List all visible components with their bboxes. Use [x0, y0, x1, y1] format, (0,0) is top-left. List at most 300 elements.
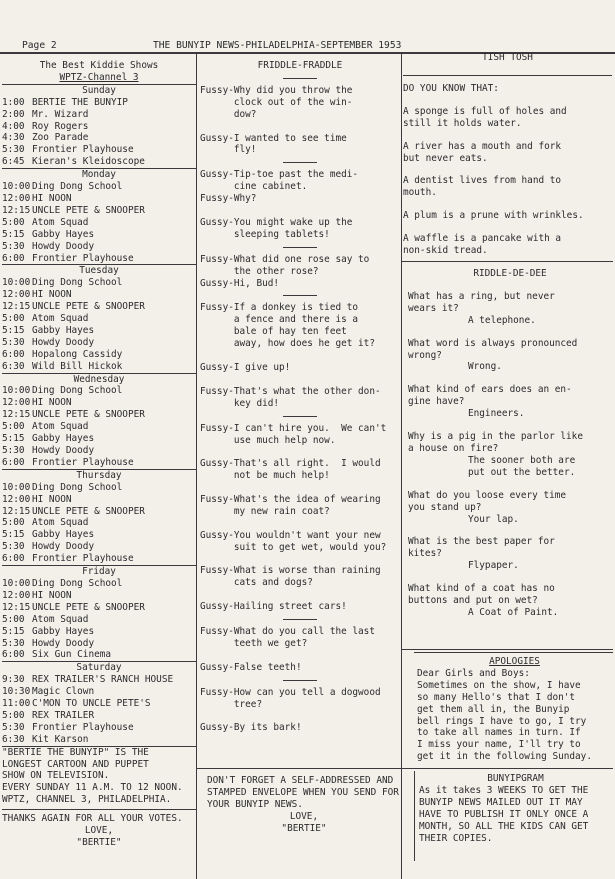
joke-line: suit to get wet, would you?	[200, 541, 387, 553]
show-time: 10:00	[2, 577, 31, 589]
thanks-text: THANKS AGAIN FOR ALL YOUR VOTES.	[2, 813, 183, 825]
show-name: Howdy Doody	[32, 637, 95, 649]
joke-block	[200, 169, 400, 240]
column-divider-right	[401, 52, 402, 879]
apology-line: get it in the following Sunday.	[417, 751, 592, 763]
show-name: HI NOON	[32, 493, 72, 505]
note-line: LONGEST CARTOON AND PUPPET	[2, 758, 149, 770]
show-time: 5:15	[2, 324, 25, 336]
joke-block	[200, 687, 400, 735]
schedule-row	[2, 229, 196, 241]
show-time: 12:15	[2, 409, 31, 421]
schedule-row	[2, 649, 196, 661]
apology-line: bell rings I have to go, I try	[417, 715, 587, 727]
joke-line: Fussy-Why did you throw the	[200, 84, 353, 96]
apologies-title: APOLOGIES	[489, 656, 540, 667]
reminder-line: DON'T FORGET A SELF-ADDRESSED AND	[207, 775, 394, 786]
show-time: 5:00	[2, 613, 25, 625]
show-name: Hopalong Cassidy	[32, 348, 123, 360]
friddle-fraddle	[200, 60, 400, 734]
schedule-row	[2, 325, 196, 337]
fact-item	[403, 210, 612, 222]
show-time: 12:00	[2, 589, 31, 601]
show-name: BERTIE THE BUNYIP	[32, 96, 128, 108]
joke-line: cats and dogs?	[200, 577, 313, 589]
show-time: 1:00	[2, 96, 25, 108]
gram-line: HAVE TO PUBLISH IT ONLY ONCE A	[419, 808, 589, 820]
schedule-row	[2, 541, 196, 553]
joke-divider	[283, 619, 317, 620]
show-name: Gabby Hayes	[32, 433, 95, 445]
show-time: 5:15	[2, 433, 25, 445]
joke-line	[200, 589, 400, 601]
schedule-days	[2, 84, 196, 746]
joke-block	[200, 626, 400, 674]
riddle-item	[408, 583, 612, 619]
joke-block	[200, 254, 400, 290]
joke-line: Fussy-How can you tell a dogwood	[200, 686, 381, 698]
page-number: Page 2	[22, 40, 57, 51]
show-name: UNCLE PETE & SNOOPER	[32, 601, 145, 613]
show-name: UNCLE PETE & SNOOPER	[32, 204, 145, 216]
joke-line: tree?	[200, 698, 263, 710]
riddle-answer: A Coat of Paint.	[468, 606, 559, 618]
show-name: UNCLE PETE & SNOOPER	[32, 409, 145, 421]
fact-line: A river has a mouth and fork	[403, 140, 562, 152]
joke-line: the other rose?	[200, 265, 319, 277]
masthead: THE BUNYIP NEWS-PHILADELPHIA-SEPTEMBER 1953	[153, 40, 402, 51]
joke-line: dow?	[200, 108, 257, 120]
riddle-rule	[402, 261, 613, 262]
day-heading: Saturday	[2, 661, 196, 674]
joke-line: Gussy-Hailing street cars!	[200, 601, 347, 613]
bunyipgram-title: BUNYIPGRAM	[487, 773, 544, 784]
show-time: 4:30	[2, 132, 25, 144]
show-time: 5:30	[2, 336, 25, 348]
schedule-row	[2, 529, 196, 541]
show-time: 9:30	[2, 674, 25, 686]
joke-line: Gussy-You wouldn't want your new	[200, 529, 381, 541]
riddle-answer: Wrong.	[468, 361, 502, 373]
show-time: 5:15	[2, 228, 25, 240]
schedule-row	[2, 144, 196, 156]
schedule-row	[2, 409, 196, 421]
show-name: Six Gun Cinema	[32, 649, 112, 661]
show-time: 5:30	[2, 144, 25, 156]
joke-line: Gussy-Tip-toe past the medi-	[200, 169, 359, 181]
show-name: Howdy Doody	[32, 240, 95, 252]
reminder-line: YOUR BUNYIP NEWS.	[207, 798, 303, 810]
riddle-item	[408, 291, 612, 327]
riddle-answer: put out the better.	[468, 466, 576, 478]
apology-line: so many Hello's that I don't	[417, 691, 576, 703]
joke-line	[200, 518, 400, 530]
joke-line: Gussy-That's all right. I would	[200, 458, 381, 470]
schedule-row	[2, 97, 196, 109]
joke-line: Gussy-You might wake up the	[200, 216, 353, 228]
joke-line: Fussy-What do you call the last	[200, 626, 375, 638]
show-time: 5:30	[2, 637, 25, 649]
riddle-question: wrong?	[408, 349, 442, 361]
joke-line: Fussy-Why?	[200, 193, 257, 205]
joke-line: Gussy-By its bark!	[200, 722, 302, 734]
fact-line: A waffle is a pancake with a	[403, 233, 562, 245]
signature: "BERTIE"	[76, 837, 122, 848]
show-name: Gabby Hayes	[32, 324, 95, 336]
show-name: Ding Dong School	[32, 385, 123, 397]
joke-block	[200, 85, 400, 156]
tish-intro: DO YOU KNOW THAT:	[403, 82, 499, 94]
riddle-answer: Flypaper.	[468, 560, 519, 572]
show-name: Kit Karson	[32, 733, 89, 745]
show-name: Frontier Playhouse	[32, 721, 134, 733]
joke-line: Gussy-I give up!	[200, 361, 291, 373]
riddle-answer: Your lap.	[468, 513, 519, 525]
joke-divider	[283, 78, 317, 79]
show-name: Gabby Hayes	[32, 625, 95, 637]
show-time: 5:00	[2, 709, 25, 721]
show-name: Mr. Wizard	[32, 108, 89, 120]
schedule-row	[2, 457, 196, 469]
show-time: 12:00	[2, 289, 31, 301]
show-time: 10:00	[2, 181, 31, 193]
schedule-row	[2, 590, 196, 602]
schedule-row	[2, 710, 196, 722]
riddle-question: What word is always pronounced	[408, 337, 578, 349]
fact-item	[403, 175, 612, 199]
schedule-row	[2, 217, 196, 229]
joke-line: Fussy-That's what the other don-	[200, 385, 381, 397]
fact-line: still it holds water.	[403, 117, 522, 129]
show-time: 6:00	[2, 456, 25, 468]
note-line: "BERTIE THE BUNYIP" IS THE	[2, 746, 149, 758]
joke-line	[200, 554, 400, 566]
reminder-signature: "BERTIE"	[281, 822, 327, 834]
show-name: REX TRAILER'S RANCH HOUSE	[32, 674, 174, 686]
show-time: 5:00	[2, 421, 25, 433]
tv-schedule	[2, 60, 196, 849]
riddle-answer: A telephone.	[468, 314, 536, 326]
riddle-question: What has a ring, but never	[408, 290, 555, 302]
bunyipgram	[419, 773, 612, 844]
schedule-row	[2, 698, 196, 710]
fact-line: A dentist lives from hand to	[403, 175, 562, 187]
show-name: HI NOON	[32, 289, 72, 301]
show-name: Atom Squad	[32, 421, 89, 433]
schedule-row	[2, 602, 196, 614]
tish-rule	[403, 75, 612, 76]
day-heading: Monday	[2, 168, 196, 181]
schedule-row	[2, 421, 196, 433]
joke-divider	[283, 416, 317, 417]
show-time: 12:15	[2, 601, 31, 613]
gram-line: MONTH, SO ALL THE KIDS CAN GET	[419, 820, 589, 832]
schedule-row	[2, 397, 196, 409]
schedule-row	[2, 722, 196, 734]
show-name: Howdy Doody	[32, 541, 95, 553]
riddle-question: wears it?	[408, 302, 459, 314]
riddles-list	[408, 291, 612, 619]
joke-line: my new rain coat?	[200, 505, 330, 517]
fact-item	[403, 106, 612, 130]
riddle-question: What kind of ears does an en-	[408, 384, 572, 396]
show-time: 5:00	[2, 216, 25, 228]
schedule-row	[2, 349, 196, 361]
reminder-love: LOVE,	[289, 810, 319, 822]
schedule-row	[2, 156, 196, 168]
tish-title: TISH TOSH	[482, 52, 533, 63]
joke-block	[200, 302, 400, 409]
joke-line: fly!	[200, 144, 257, 156]
joke-line: teeth we get?	[200, 637, 308, 649]
show-name: REX TRAILER	[32, 709, 95, 721]
riddle-question: Why is a pig in the parlor like	[408, 431, 583, 443]
joke-divider	[283, 162, 317, 163]
apology-line: to take all names in turn. If	[417, 727, 581, 739]
joke-line	[200, 710, 400, 722]
schedule-row	[2, 553, 196, 565]
show-name: C'MON TO UNCLE PETE'S	[32, 698, 151, 710]
riddle-question: What kind of a coat has no	[408, 583, 555, 595]
show-time: 12:00	[2, 493, 31, 505]
schedule-row	[2, 734, 196, 746]
show-name: Frontier Playhouse	[32, 252, 134, 264]
joke-line: Fussy-What's the idea of wearing	[200, 494, 381, 505]
show-time: 6:30	[2, 360, 25, 372]
fact-line: but never eats.	[403, 152, 488, 164]
show-name: UNCLE PETE & SNOOPER	[32, 301, 145, 313]
show-name: Frontier Playhouse	[32, 553, 134, 565]
riddle-item	[408, 384, 612, 420]
show-name: Atom Squad	[32, 313, 89, 325]
riddle-answer: Engineers.	[468, 408, 525, 420]
riddle-item	[408, 431, 612, 479]
show-time: 5:30	[2, 240, 25, 252]
joke-line: bale of hay ten feet	[200, 326, 347, 338]
show-time: 5:15	[2, 529, 25, 541]
schedule-row	[2, 313, 196, 325]
thanks-block	[2, 809, 196, 849]
show-name: Howdy Doody	[32, 336, 95, 348]
bunyipgram-rule	[402, 768, 613, 769]
schedule-row	[2, 385, 196, 397]
show-time: 5:30	[2, 721, 25, 733]
schedule-row	[2, 109, 196, 121]
joke-line: Fussy-What is worse than raining	[200, 565, 381, 577]
friddle-title: FRIDDLE-FRADDLE	[257, 60, 343, 71]
show-time: 2:00	[2, 108, 25, 120]
note-line: WPTZ, CHANNEL 3, PHILADELPHIA.	[2, 794, 172, 806]
schedule-row	[2, 614, 196, 626]
joke-line: Fussy-What did one rose say to	[200, 253, 370, 265]
schedule-row	[2, 482, 196, 494]
riddle-question: gine have?	[408, 396, 465, 408]
joke-line: Fussy-I can't hire you. We can't	[200, 422, 387, 434]
riddle-item	[408, 536, 612, 572]
show-time: 12:00	[2, 192, 31, 204]
gram-line: As it takes 3 WEEKS TO GET THE	[419, 784, 589, 796]
show-time: 11:00	[2, 698, 31, 710]
schedule-row	[2, 433, 196, 445]
show-name: Magic Clown	[32, 686, 95, 698]
schedule-row	[2, 181, 196, 193]
show-name: Ding Dong School	[32, 181, 123, 193]
riddle-question: What do you loose every time	[408, 489, 567, 501]
day-heading: Wednesday	[2, 373, 196, 386]
joke-line	[200, 650, 400, 662]
joke-line: clock out of the win-	[200, 96, 353, 108]
show-name: Atom Squad	[32, 517, 89, 529]
show-time: 6:00	[2, 348, 25, 360]
show-time: 10:00	[2, 385, 31, 397]
note-line: EVERY SUNDAY 11 A.M. TO 12 NOON.	[2, 782, 183, 794]
apologies-rule-2	[414, 652, 613, 653]
day-heading: Friday	[2, 565, 196, 578]
bunyipgram-left-rule	[414, 771, 415, 861]
joke-divider	[283, 295, 317, 296]
show-time: 6:30	[2, 733, 25, 745]
riddle-item	[408, 490, 612, 526]
joke-line: Gussy-False teeth!	[200, 661, 302, 673]
show-time: 5:15	[2, 625, 25, 637]
show-name: HI NOON	[32, 397, 72, 409]
day-heading: Tuesday	[2, 264, 196, 277]
schedule-channel: WPTZ-Channel 3	[59, 71, 139, 83]
joke-line	[200, 350, 400, 362]
joke-line	[200, 482, 400, 494]
apology-line: get them all in, the Bunyip	[417, 703, 570, 715]
fact-line: A sponge is full of holes and	[403, 105, 567, 117]
reminder-block	[207, 775, 401, 835]
gram-line: BUNYIP NEWS MAILED OUT IT MAY	[419, 796, 583, 808]
show-name: Atom Squad	[32, 613, 89, 625]
show-time: 5:30	[2, 445, 25, 456]
apologies-text	[417, 668, 612, 763]
riddle-answer: The sooner both are	[468, 454, 576, 466]
show-name: HI NOON	[32, 192, 72, 204]
show-name: Ding Dong School	[32, 277, 123, 289]
joke-line: sleeping tablets!	[200, 228, 330, 240]
schedule-row	[2, 445, 196, 457]
day-heading: Sunday	[2, 84, 196, 97]
schedule-row	[2, 494, 196, 506]
note-line: SHOW ON TELEVISION.	[2, 770, 110, 782]
apology-line: Sometimes on the show, I have	[417, 679, 581, 691]
show-time: 12:15	[2, 204, 31, 216]
show-time: 12:15	[2, 301, 31, 313]
riddle-question: you stand up?	[408, 501, 482, 513]
apology-line: I miss your name, I'll try to	[417, 739, 581, 751]
joke-line	[200, 446, 400, 458]
schedule-row	[2, 193, 196, 205]
reminder-rule	[197, 768, 402, 769]
fact-line: A plum is a prune with wrinkles.	[403, 210, 584, 222]
schedule-row	[2, 361, 196, 373]
show-name: Wild Bill Hickok	[32, 360, 123, 372]
joke-line	[200, 121, 400, 133]
love-text: LOVE,	[84, 825, 114, 837]
gram-line: THEIR COPIES.	[419, 832, 493, 844]
show-name: UNCLE PETE & SNOOPER	[32, 505, 145, 517]
show-name: Ding Dong School	[32, 577, 123, 589]
show-name: Atom Squad	[32, 216, 89, 228]
show-name: Ding Dong School	[32, 481, 123, 493]
schedule-row	[2, 132, 196, 144]
schedule-row	[2, 674, 196, 686]
schedule-row	[2, 686, 196, 698]
show-name: Zoo Parade	[32, 132, 89, 144]
show-time: 12:00	[2, 397, 31, 409]
joke-line: not be much help!	[200, 470, 330, 482]
reminder-line: STAMPED ENVELOPE WHEN YOU SEND FOR	[207, 786, 399, 798]
riddle-title: RIDDLE-DE-DEE	[473, 268, 547, 279]
show-name: Roy Rogers	[32, 120, 89, 132]
joke-line: Fussy-If a donkey is tied to	[200, 302, 359, 314]
schedule-row	[2, 337, 196, 349]
joke-block	[200, 423, 400, 613]
facts-list	[403, 106, 612, 257]
riddle-question: kites?	[408, 548, 442, 560]
show-time: 6:00	[2, 252, 25, 264]
joke-line: use much help now.	[200, 434, 336, 446]
bunyipgram-text	[419, 785, 612, 845]
riddle-item	[408, 338, 612, 374]
schedule-row	[2, 301, 196, 313]
show-time: 5:00	[2, 313, 25, 325]
schedule-row	[2, 517, 196, 529]
day-heading: Thursday	[2, 469, 196, 482]
apologies-rule	[402, 649, 613, 650]
show-time: 5:30	[2, 541, 25, 553]
apology-line: Dear Girls and Boys:	[417, 667, 530, 679]
schedule-row	[2, 578, 196, 590]
joke-divider	[283, 247, 317, 248]
show-time: 6:45	[2, 156, 25, 168]
riddle-question: buttons and put on wet?	[408, 595, 538, 607]
fact-item	[403, 233, 612, 257]
joke-line: away, how does he get it?	[200, 338, 375, 350]
reminder-text	[207, 775, 401, 811]
tish-tosh	[403, 52, 612, 257]
schedule-row	[2, 506, 196, 518]
joke-line: cine cabinet.	[200, 181, 308, 193]
show-name: Gabby Hayes	[32, 529, 95, 541]
show-name: Kieran's Kleidoscope	[32, 156, 145, 168]
show-time: 5:00	[2, 517, 25, 529]
show-time: 4:00	[2, 120, 25, 132]
apologies	[417, 656, 612, 763]
schedule-title: The Best Kiddie Shows	[39, 60, 159, 71]
schedule-row	[2, 626, 196, 638]
joke-line: Gussy-Hi, Bud!	[200, 277, 280, 289]
schedule-row	[2, 121, 196, 133]
show-time: 10:00	[2, 481, 31, 493]
schedule-row	[2, 253, 196, 265]
joke-line	[200, 374, 400, 386]
show-name: Frontier Playhouse	[32, 456, 134, 468]
fact-line: non-skid tread.	[403, 245, 488, 257]
riddle-question: What is the best paper for	[408, 536, 555, 548]
schedule-row	[2, 277, 196, 289]
jokes-list	[200, 78, 400, 734]
show-name: Howdy Doody	[32, 445, 95, 456]
joke-divider	[283, 680, 317, 681]
schedule-row	[2, 241, 196, 253]
riddle-question: a house on fire?	[408, 442, 499, 454]
joke-line: a fence and there is a	[200, 314, 359, 326]
show-name: HI NOON	[32, 589, 72, 601]
joke-line	[200, 205, 400, 217]
